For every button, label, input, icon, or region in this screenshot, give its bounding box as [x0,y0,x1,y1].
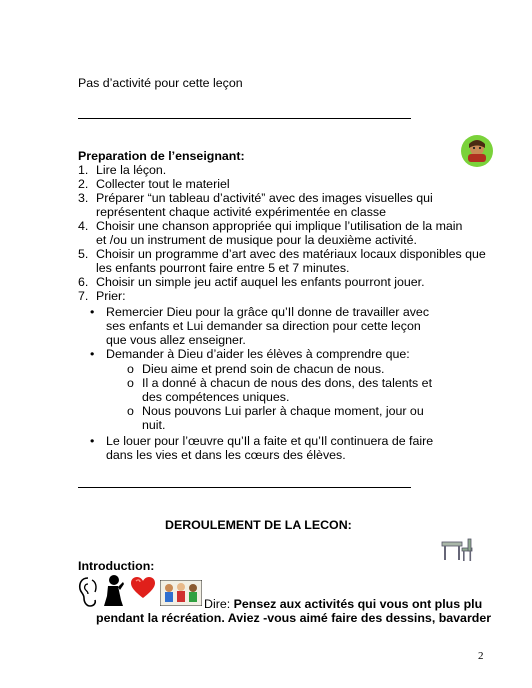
sub-bullet-icon: o [127,376,134,390]
heart-icon [130,576,156,600]
dire-label: Dire: [204,597,234,611]
list-item-continuation: les enfants pourront faire entre 5 et 7 minutes. [96,261,350,275]
list-item: Choisir un programme d’art avec des matériaux locaux disponibles que [96,247,486,261]
praying-person-icon [101,574,125,608]
list-number: 7. [78,289,89,303]
bullet-item-continuation: que vous allez enseigner. [106,333,246,347]
divider-middle [78,487,411,488]
no-activity-note: Pas d’activité pour cette leçon [78,76,243,90]
prep-heading: Preparation de l’enseignant: [78,149,245,163]
divider-top [78,118,411,119]
desk-chair-icon [440,536,474,564]
teacher-clipart-icon [460,134,494,168]
bullet-icon: • [90,347,95,361]
sub-bullet-icon: o [127,404,134,418]
children-group-icon [160,580,202,606]
section-title: DEROULEMENT DE LA LECON: [165,518,352,532]
list-number: 5. [78,247,89,261]
list-item: Choisir une chanson appropriée qui implique l’utilisation de la main [96,219,463,233]
list-number: 1. [78,163,89,177]
bullet-icon: • [90,305,95,319]
bullet-item: Remercier Dieu pour la grâce qu’Il donne de travailler avec [106,305,430,319]
list-number: 6. [78,275,89,289]
list-item-continuation: représentent chaque activité expérimentée en classe [96,205,386,219]
list-item: Choisir un simple jeu actif auquel les enfants pourront jouer. [96,275,425,289]
dire-text-continuation: pendant la récréation. Aviez -vous aimé faire des dessins, bavarder [96,611,492,625]
bullet-item-continuation: ses enfants et Lui demander sa direction pour cette leçon [106,319,421,333]
bullet-icon: • [90,434,95,448]
list-number: 3. [78,191,89,205]
sub-bullet-item-continuation: des compétences uniques. [142,390,290,404]
intro-heading: Introduction: [78,559,155,573]
sub-bullet-item: Dieu aime et prend soin de chacun de nous. [142,362,385,376]
dire-text-bold: Pensez aux activités qui vous ont plus plu [233,597,483,611]
list-item: Prier: [96,289,126,303]
list-item: Préparer “un tableau d’activité” avec des images visuelles qui [96,191,433,205]
sub-bullet-icon: o [127,362,134,376]
page-number: 2 [478,650,484,662]
ear-icon [78,576,98,608]
sub-bullet-item-continuation: nuit. [142,418,166,432]
list-item-continuation: et /ou un instrument de musique pour la deuxième activité. [96,233,417,247]
dire-line [204,597,482,611]
bullet-item: Le louer pour l’œuvre qu’Il a faite et qu’Il continuera de faire [106,434,434,448]
sub-bullet-item: Il a donné à chacun de nous des dons, des talents et [142,376,433,390]
list-number: 4. [78,219,89,233]
list-item: Lire la léçon. [96,163,167,177]
list-item: Collecter tout le materiel [96,177,230,191]
sub-bullet-item: Nous pouvons Lui parler à chaque moment, jour ou [142,404,424,418]
bullet-item: Demander à Dieu d’aider les élèves à comprendre que: [106,347,410,361]
bullet-item-continuation: dans les vies et dans les cœurs des élèves. [106,448,346,462]
list-number: 2. [78,177,89,191]
